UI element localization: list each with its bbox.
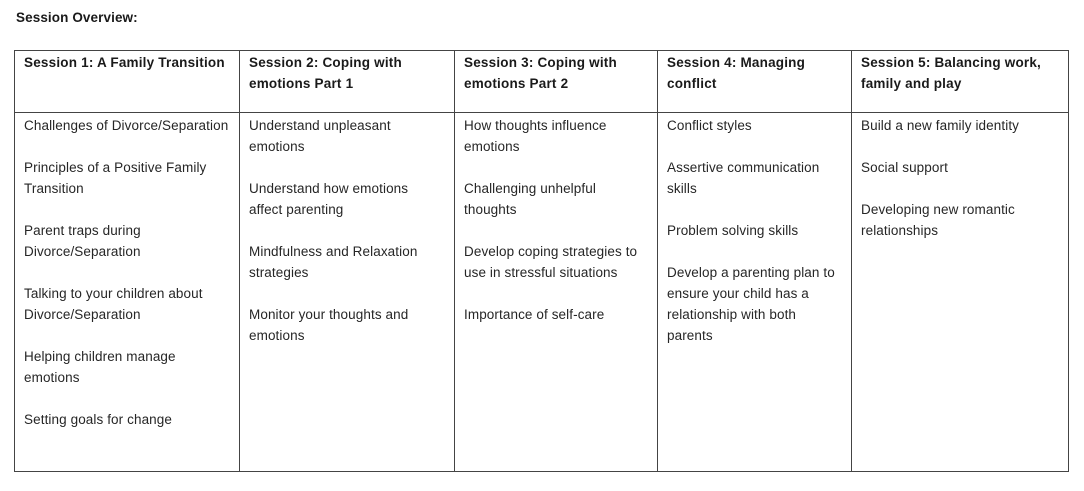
topic-item: Mindfulness and Relaxation strategies (249, 244, 418, 280)
topic-item: Talking to your children about Divorce/Separation (24, 286, 203, 322)
topic-item: Build a new family identity (861, 118, 1020, 133)
session-2-topics (240, 113, 455, 472)
page-title: Session Overview: (16, 10, 138, 25)
topic-item: How thoughts influence emotions (464, 118, 607, 154)
topic-item: Understand how emotions affect parenting (249, 181, 409, 217)
table-row (15, 113, 1069, 472)
session-4-header: Session 4: Managing conflict (658, 51, 852, 113)
topic-item: Setting goals for change (24, 412, 172, 427)
topic-item: Challenging unhelpful thoughts (464, 181, 596, 217)
topic-item: Monitor your thoughts and emotions (249, 307, 409, 343)
session-3-topics (455, 113, 658, 472)
table-header-row (15, 51, 1069, 113)
session-overview-table (14, 50, 1069, 472)
session-1-header: Session 1: A Family Transition (15, 51, 240, 113)
topic-item: Parent traps during Divorce/Separation (24, 223, 141, 259)
topic-item: Social support (861, 160, 948, 175)
topic-item: Challenges of Divorce/Separation (24, 118, 229, 133)
topic-item: Develop a parenting plan to ensure your child has a relationship with both parents (667, 265, 835, 343)
topic-item: Develop coping strategies to use in stressful situations (464, 244, 638, 280)
topic-item: Importance of self-care (464, 307, 605, 322)
topic-item: Helping children manage emotions (24, 349, 176, 385)
topic-item: Conflict styles (667, 118, 752, 133)
session-4-topics (658, 113, 852, 472)
topic-item: Assertive communication skills (667, 160, 820, 196)
topic-item: Developing new romantic relationships (861, 202, 1015, 238)
session-5-header: Session 5: Balancing work, family and play (852, 51, 1069, 113)
session-1-topics (15, 113, 240, 472)
topic-item: Problem solving skills (667, 223, 799, 238)
session-3-header: Session 3: Coping with emotions Part 2 (455, 51, 658, 113)
topic-item: Understand unpleasant emotions (249, 118, 391, 154)
session-2-header: Session 2: Coping with emotions Part 1 (240, 51, 455, 113)
topic-item: Principles of a Positive Family Transition (24, 160, 207, 196)
session-5-topics (852, 113, 1069, 472)
